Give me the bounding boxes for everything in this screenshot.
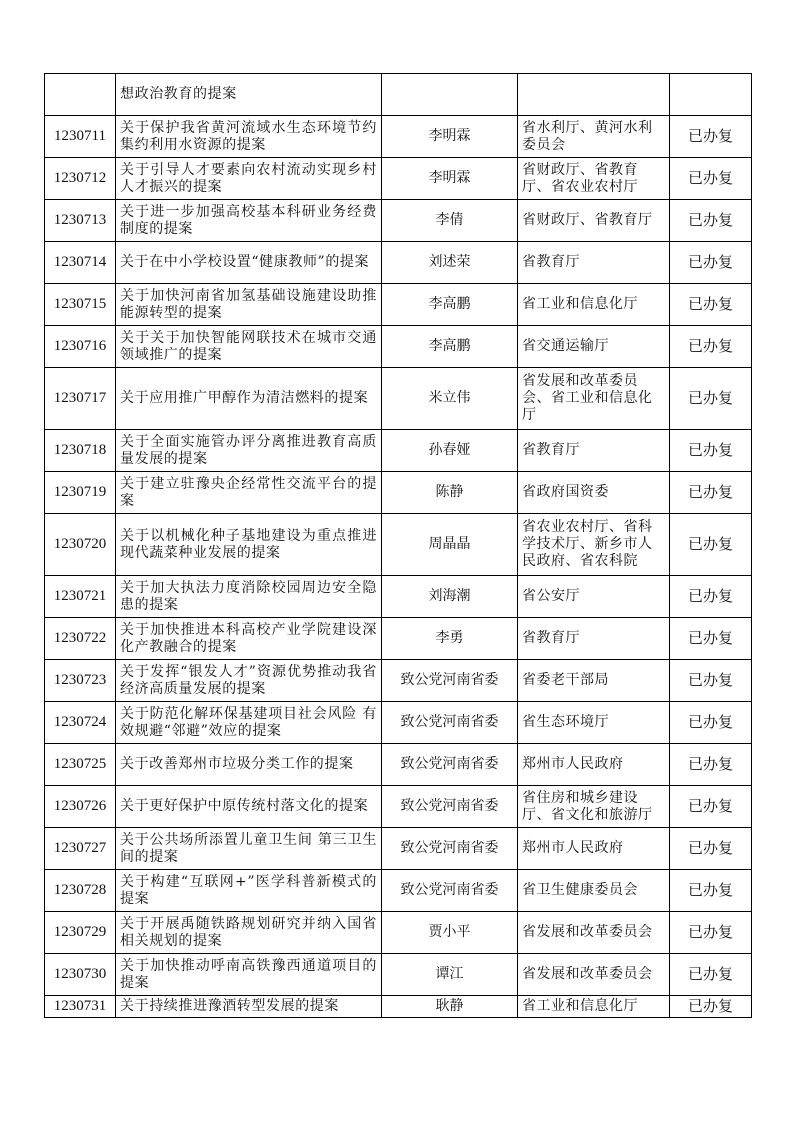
handling-unit: 省教育厅 bbox=[518, 242, 670, 284]
handling-unit: 省财政厅、省教育厅 bbox=[518, 200, 670, 242]
proposal-title: 关于保护我省黄河流域水生态环境节约集约利用水资源的提案 bbox=[116, 116, 382, 158]
proposal-number: 1230714 bbox=[45, 242, 116, 284]
status-text: 已办复 bbox=[670, 828, 752, 870]
table-row bbox=[45, 158, 752, 200]
table-row bbox=[45, 828, 752, 870]
proposal-number: 1230725 bbox=[45, 744, 116, 786]
table-row bbox=[45, 242, 752, 284]
proposal-title: 关于开展禹随铁路规划研究并纳入国省相关规划的提案 bbox=[116, 912, 382, 954]
handling-unit: 省水利厅、黄河水利委员会 bbox=[518, 116, 670, 158]
proposer-name: 米立伟 bbox=[382, 368, 518, 430]
proposer-name: 李高鹏 bbox=[382, 326, 518, 368]
status-text: 已办复 bbox=[670, 576, 752, 618]
proposer-name: 孙春娅 bbox=[382, 430, 518, 472]
handling-unit: 省住房和城乡建设厅、省文化和旅游厅 bbox=[518, 786, 670, 828]
proposal-number: 1230731 bbox=[45, 996, 116, 1018]
proposer-name: 致公党河南省委 bbox=[382, 744, 518, 786]
handling-unit: 省委老干部局 bbox=[518, 660, 670, 702]
proposal-title: 关于发挥“银发人才”资源优势推动我省经济高质量发展的提案 bbox=[116, 660, 382, 702]
proposal-number: 1230722 bbox=[45, 618, 116, 660]
proposal-number: 1230715 bbox=[45, 284, 116, 326]
proposal-table-container bbox=[44, 73, 751, 1018]
proposer-name: 李倩 bbox=[382, 200, 518, 242]
proposal-number: 1230718 bbox=[45, 430, 116, 472]
proposal-title: 关于加大执法力度消除校园周边安全隐患的提案 bbox=[116, 576, 382, 618]
proposal-number: 1230713 bbox=[45, 200, 116, 242]
status-text: 已办复 bbox=[670, 744, 752, 786]
proposal-table bbox=[44, 73, 752, 1018]
handling-unit bbox=[518, 74, 670, 116]
proposal-title: 关于加快推进本科高校产业学院建设深化产教融合的提案 bbox=[116, 618, 382, 660]
status-text: 已办复 bbox=[670, 326, 752, 368]
handling-unit: 省政府国资委 bbox=[518, 472, 670, 514]
table-row bbox=[45, 744, 752, 786]
proposal-number: 1230712 bbox=[45, 158, 116, 200]
table-row bbox=[45, 284, 752, 326]
proposal-number: 1230720 bbox=[45, 514, 116, 576]
proposal-title: 关于引导人才要素向农村流动实现乡村人才振兴的提案 bbox=[116, 158, 382, 200]
table-row bbox=[45, 326, 752, 368]
proposer-name: 致公党河南省委 bbox=[382, 870, 518, 912]
status-text: 已办复 bbox=[670, 786, 752, 828]
proposal-number: 1230711 bbox=[45, 116, 116, 158]
proposal-title: 关于进一步加强高校基本科研业务经费制度的提案 bbox=[116, 200, 382, 242]
proposer-name: 耿静 bbox=[382, 996, 518, 1018]
proposal-title: 关于构建“互联网+”医学科普新模式的提案 bbox=[116, 870, 382, 912]
proposal-number: 1230726 bbox=[45, 786, 116, 828]
proposal-title: 关于公共场所添置儿童卫生间 第三卫生间的提案 bbox=[116, 828, 382, 870]
status-text: 已办复 bbox=[670, 618, 752, 660]
table-row bbox=[45, 870, 752, 912]
proposal-title: 想政治教育的提案 bbox=[116, 74, 382, 116]
status-text: 已办复 bbox=[670, 472, 752, 514]
handling-unit: 省农业农村厅、省科学技术厅、新乡市人民政府、省农科院 bbox=[518, 514, 670, 576]
proposal-title: 关于应用推广甲醇作为清洁燃料的提案 bbox=[116, 368, 382, 430]
proposal-number: 1230730 bbox=[45, 954, 116, 996]
proposal-title: 关于改善郑州市垃圾分类工作的提案 bbox=[116, 744, 382, 786]
handling-unit: 省财政厅、省教育厅、省农业农村厅 bbox=[518, 158, 670, 200]
proposer-name: 李明霖 bbox=[382, 158, 518, 200]
handling-unit: 省发展和改革委员会 bbox=[518, 912, 670, 954]
status-text: 已办复 bbox=[670, 200, 752, 242]
table-row bbox=[45, 200, 752, 242]
handling-unit: 省发展和改革委员会、省工业和信息化厅 bbox=[518, 368, 670, 430]
proposer-name: 贾小平 bbox=[382, 912, 518, 954]
status-text: 已办复 bbox=[670, 514, 752, 576]
proposal-title: 关于更好保护中原传统村落文化的提案 bbox=[116, 786, 382, 828]
proposal-number: 1230716 bbox=[45, 326, 116, 368]
proposer-name: 谭江 bbox=[382, 954, 518, 996]
proposal-title: 关于持续推进豫酒转型发展的提案 bbox=[116, 996, 382, 1018]
proposal-number: 1230729 bbox=[45, 912, 116, 954]
status-text bbox=[670, 74, 752, 116]
table-row bbox=[45, 430, 752, 472]
status-text: 已办复 bbox=[670, 996, 752, 1018]
table-row bbox=[45, 618, 752, 660]
proposal-number: 1230723 bbox=[45, 660, 116, 702]
table-row bbox=[45, 472, 752, 514]
table-row bbox=[45, 576, 752, 618]
handling-unit: 郑州市人民政府 bbox=[518, 744, 670, 786]
handling-unit: 省工业和信息化厅 bbox=[518, 284, 670, 326]
proposer-name: 陈静 bbox=[382, 472, 518, 514]
table-row bbox=[45, 368, 752, 430]
handling-unit: 省卫生健康委员会 bbox=[518, 870, 670, 912]
proposal-number: 1230727 bbox=[45, 828, 116, 870]
proposal-title: 关于全面实施管办评分离推进教育高质量发展的提案 bbox=[116, 430, 382, 472]
table-row bbox=[45, 116, 752, 158]
proposer-name: 刘述荣 bbox=[382, 242, 518, 284]
status-text: 已办复 bbox=[670, 368, 752, 430]
table-row bbox=[45, 954, 752, 996]
proposal-number: 1230728 bbox=[45, 870, 116, 912]
handling-unit: 省工业和信息化厅 bbox=[518, 996, 670, 1018]
status-text: 已办复 bbox=[670, 430, 752, 472]
status-text: 已办复 bbox=[670, 912, 752, 954]
table-row bbox=[45, 996, 752, 1018]
table-row bbox=[45, 702, 752, 744]
proposer-name: 李高鹏 bbox=[382, 284, 518, 326]
proposer-name: 致公党河南省委 bbox=[382, 702, 518, 744]
proposal-title: 关于在中小学校设置“健康教师”的提案 bbox=[116, 242, 382, 284]
handling-unit: 郑州市人民政府 bbox=[518, 828, 670, 870]
proposer-name: 刘海潮 bbox=[382, 576, 518, 618]
handling-unit: 省生态环境厅 bbox=[518, 702, 670, 744]
status-text: 已办复 bbox=[670, 242, 752, 284]
proposal-title: 关于关于加快智能网联技术在城市交通领域推广的提案 bbox=[116, 326, 382, 368]
handling-unit: 省发展和改革委员会 bbox=[518, 954, 670, 996]
proposal-number: 1230721 bbox=[45, 576, 116, 618]
status-text: 已办复 bbox=[670, 158, 752, 200]
handling-unit: 省教育厅 bbox=[518, 430, 670, 472]
status-text: 已办复 bbox=[670, 116, 752, 158]
status-text: 已办复 bbox=[670, 702, 752, 744]
proposal-number bbox=[45, 74, 116, 116]
proposer-name: 致公党河南省委 bbox=[382, 828, 518, 870]
proposer-name: 李勇 bbox=[382, 618, 518, 660]
proposer-name: 周晶晶 bbox=[382, 514, 518, 576]
status-text: 已办复 bbox=[670, 954, 752, 996]
handling-unit: 省公安厅 bbox=[518, 576, 670, 618]
status-text: 已办复 bbox=[670, 870, 752, 912]
proposal-number: 1230717 bbox=[45, 368, 116, 430]
proposal-title: 关于加快河南省加氢基础设施建设助推能源转型的提案 bbox=[116, 284, 382, 326]
proposer-name: 致公党河南省委 bbox=[382, 660, 518, 702]
table-row bbox=[45, 786, 752, 828]
handling-unit: 省教育厅 bbox=[518, 618, 670, 660]
handling-unit: 省交通运输厅 bbox=[518, 326, 670, 368]
proposer-name bbox=[382, 74, 518, 116]
table-row bbox=[45, 74, 752, 116]
proposal-title: 关于防范化解环保基建项目社会风险 有效规避“邻避”效应的提案 bbox=[116, 702, 382, 744]
proposal-title: 关于以机械化种子基地建设为重点推进现代蔬菜种业发展的提案 bbox=[116, 514, 382, 576]
status-text: 已办复 bbox=[670, 660, 752, 702]
proposer-name: 致公党河南省委 bbox=[382, 786, 518, 828]
proposal-title: 关于加快推动呼南高铁豫西通道项目的提案 bbox=[116, 954, 382, 996]
status-text: 已办复 bbox=[670, 284, 752, 326]
proposal-number: 1230719 bbox=[45, 472, 116, 514]
proposal-number: 1230724 bbox=[45, 702, 116, 744]
proposal-title: 关于建立驻豫央企经常性交流平台的提案 bbox=[116, 472, 382, 514]
proposal-table-body bbox=[45, 74, 752, 1018]
table-row bbox=[45, 514, 752, 576]
table-row bbox=[45, 912, 752, 954]
proposer-name: 李明霖 bbox=[382, 116, 518, 158]
table-row bbox=[45, 660, 752, 702]
